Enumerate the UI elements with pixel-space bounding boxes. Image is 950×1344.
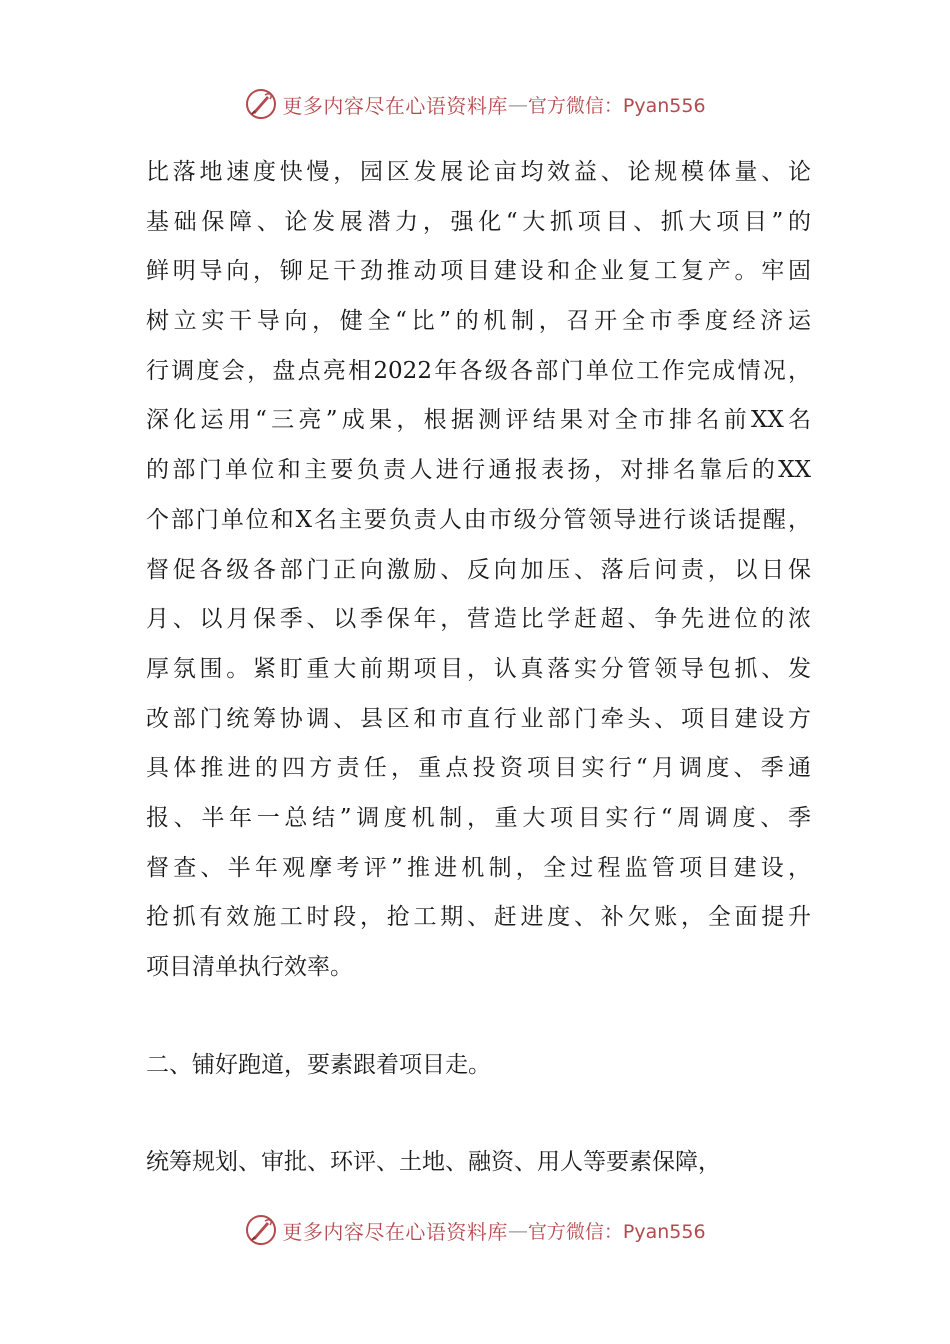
- header-account-text: 官方微信：Pyan556: [527, 94, 706, 117]
- header-banner: [0, 84, 950, 124]
- footer-account-text: 官方微信：Pyan556: [527, 1220, 706, 1243]
- footer-banner: [0, 1210, 950, 1250]
- text-line: 厚氛围。紧盯重大前期项目，认真落实分管领导包抓、发: [146, 655, 811, 682]
- text-line: 具体推进的四方责任，重点投资项目实行“月调度、季通: [146, 755, 811, 782]
- text-line: 比落地速度快慢，园区发展论亩均效益、论规模体量、论: [146, 159, 811, 185]
- footer-separator: —: [507, 1218, 528, 1242]
- quill-pen-logo-icon: [244, 87, 278, 121]
- footer-promo-text: 更多内容尽在心语资料库: [282, 1219, 508, 1244]
- text-line: 统筹规划、审批、环评、土地、融资、用人等要素保障，: [146, 1149, 721, 1176]
- text-line: 报、半年一总结”调度机制，重大项目实行“周调度、季: [146, 804, 811, 831]
- paragraph-2: [146, 1138, 811, 1188]
- text-line: 督促各级各部门正向激励、反向加压、落后问责，以日保: [146, 556, 811, 583]
- text-line: 个部门单位和X名主要负责人由市级分管领导进行谈话提醒，: [146, 506, 811, 533]
- header-separator: —: [507, 92, 528, 116]
- text-line: 基础保障、论发展潜力，强化“大抓项目、抓大项目”的: [146, 208, 811, 235]
- text-line: 深化运用“三亮”成果，根据测评结果对全市排名前XX名: [146, 407, 811, 434]
- header-promo-text: 更多内容尽在心语资料库: [282, 93, 508, 118]
- text-line: 月、以月保季、以季保年，营造比学赶超、争先进位的浓: [146, 606, 811, 633]
- text-line: 改部门统筹协调、县区和市直行业部门牵头、项目建设方: [146, 705, 811, 732]
- section-heading: 二、铺好跑道，要素跟着项目走。: [146, 1051, 491, 1078]
- text-line: 行调度会，盘点亮相2022年各级各部门单位工作完成情况，: [146, 357, 811, 384]
- text-line: 鲜明导向，铆足干劲推动项目建设和企业复工复产。牢固: [146, 258, 811, 285]
- document-body: [146, 148, 811, 1188]
- paragraph-1: [146, 148, 811, 993]
- text-line: 抢抓有效施工时段，抢工期、赶进度、补欠账，全面提升: [146, 904, 811, 931]
- text-line: 督查、半年观摩考评”推进机制，全过程监管项目建设，: [146, 854, 811, 881]
- text-line: 项目清单执行效率。: [146, 954, 353, 980]
- text-line: 的部门单位和主要负责人进行通报表扬，对排名靠后的XX: [146, 457, 811, 484]
- quill-pen-logo-icon: [244, 1213, 278, 1247]
- text-line: 树立实干导向，健全“比”的机制，召开全市季度经济运: [146, 308, 811, 335]
